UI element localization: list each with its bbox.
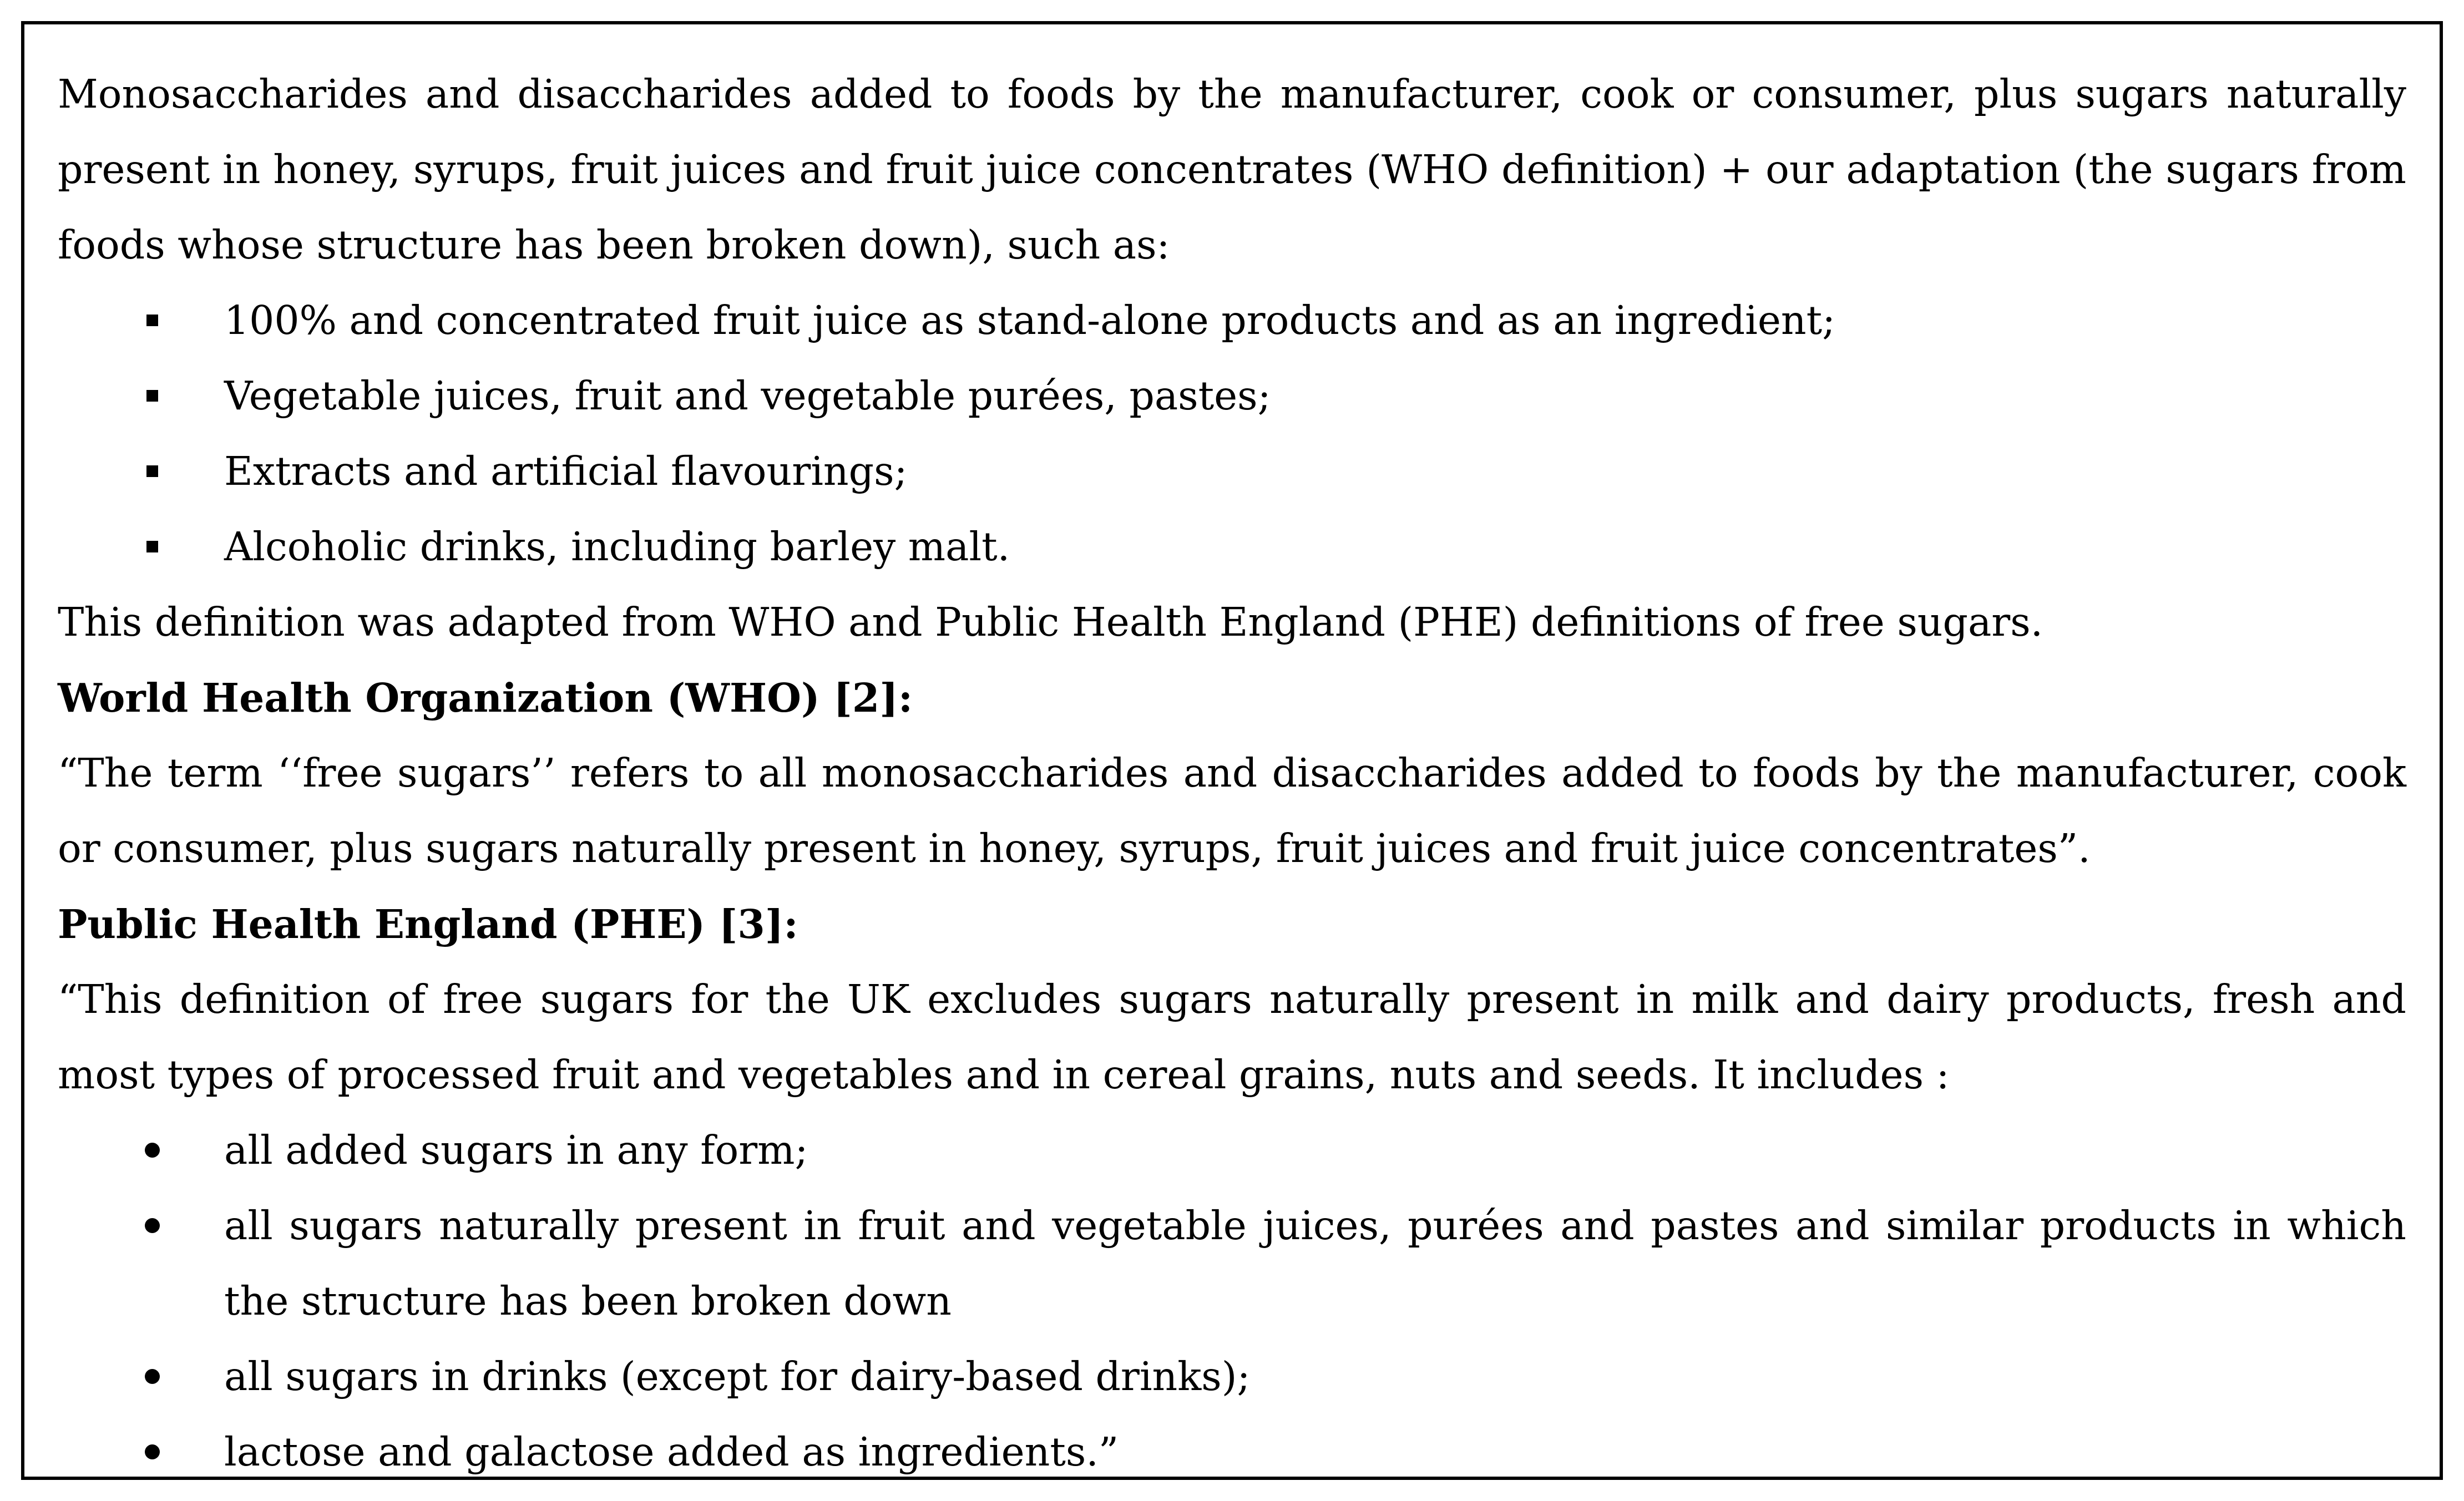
phe-quote-line-2: most types of processed fruit and vegetables and in cereal grains, nuts and seeds. It includes : (58, 1052, 1950, 1098)
square-bullet-icon (141, 434, 163, 509)
phe-item-2 (58, 1188, 2406, 1339)
who-heading: World Health Organization (WHO) [2]: (58, 675, 913, 721)
square-bullet-icon (141, 283, 163, 358)
intro-line-1: Monosaccharides and disaccharides added to foods by the manufacturer, cook or consumer, plus sugars naturally (58, 71, 2406, 117)
intro-line-3: foods whose structure has been broken down), such as: (58, 222, 1170, 268)
round-bullet-icon (141, 1113, 163, 1188)
who-quote-line-2: or consumer, plus sugars naturally present in honey, syrups, fruit juices and fruit juice concentrates”. (58, 825, 2091, 871)
phe-heading: Public Health England (PHE) [3]: (58, 901, 798, 947)
phe-item-3 (58, 1339, 2406, 1414)
phe-item-text: lactose and galactose added as ingredients.” (224, 1429, 1119, 1475)
intro-line-2: present in honey, syrups, fruit juices and fruit juice concentrates (WHO definition) + our adaptation (the sugars from (58, 146, 2406, 192)
adaptation-item-2 (58, 358, 2406, 434)
adaptation-item-text: Vegetable juices, fruit and vegetable purées, pastes; (224, 373, 1271, 419)
phe-item-1 (58, 1113, 2406, 1188)
adaptation-item-text: 100% and concentrated fruit juice as stand-alone products and as an ingredient; (224, 297, 1836, 343)
phe-item-text: all sugars naturally present in fruit and vegetable juices, purées and pastes and similar products in which (224, 1203, 2406, 1249)
adapted-note: This definition was adapted from WHO and Public Health England (PHE) definitions of free sugars. (58, 599, 2043, 645)
adaptation-item-text: Extracts and artificial flavourings; (224, 448, 908, 494)
definition-box (21, 21, 2443, 1480)
who-quote-line-1: “The term ‘‘free sugars’’ refers to all monosaccharides and disaccharides added to foods by the manufacturer, cook (58, 750, 2406, 796)
adaptation-item-4 (58, 509, 2406, 585)
adaptation-item-1 (58, 283, 2406, 358)
phe-quote-line-1: “This definition of free sugars for the UK excludes sugars naturally present in milk and dairy products, fresh and (58, 976, 2406, 1022)
phe-item-text: all sugars in drinks (except for dairy-based drinks); (224, 1353, 1251, 1399)
round-bullet-icon (141, 1339, 163, 1414)
phe-item-continuation: the structure has been broken down (224, 1278, 952, 1324)
round-bullet-icon (141, 1188, 163, 1264)
round-bullet-icon (141, 1414, 163, 1490)
square-bullet-icon (141, 509, 163, 585)
phe-item-text: all added sugars in any form; (224, 1127, 808, 1173)
phe-item-4 (58, 1414, 2406, 1490)
adaptation-item-3 (58, 434, 2406, 509)
adaptation-item-text: Alcoholic drinks, including barley malt. (224, 524, 1010, 570)
square-bullet-icon (141, 358, 163, 434)
